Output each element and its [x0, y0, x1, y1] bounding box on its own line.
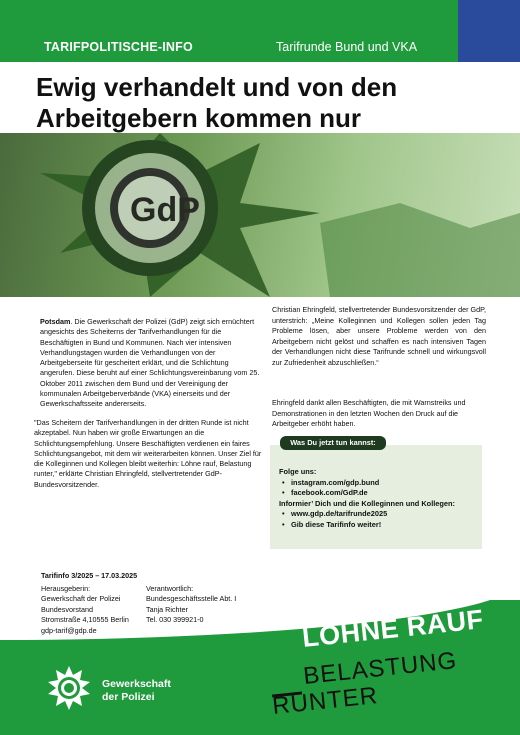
headline-line-1: Ewig verhandelt und von den — [36, 72, 398, 102]
follow-label: Folge uns: — [279, 467, 317, 476]
follow-list — [279, 478, 479, 499]
logo-text-line-1: Gewerkschaft — [102, 678, 171, 690]
inform-label: Informier’ Dich und die Kolleginnen und Kollegen: — [279, 498, 456, 508]
article-right-column-para1: Christian Ehringfeld, stellvertretender Bundesvorsitzender der GdP, unterstrich: „Meine Kolleginnen und Kollegen sollen jeden Tag Probleme lösen, aber unsere Probleme werden von den Arbeitgebern nicht gelöst und schaffen es nach intensiven Tagen der Verhandlungen nicht diese Tarifrunde schnell und wirkungsvoll zur Zufriedenheit abzuschließen.“ — [272, 305, 486, 367]
slogan-line-3: RUNTER — [271, 682, 380, 721]
responsible-phone: Tel. 030 399921-0 — [146, 615, 204, 625]
action-box-title: Was Du jetzt tun kannst: — [290, 438, 376, 447]
article-right-column-para2: Ehringfeld dankt allen Beschäftigten, die mit Warnstreiks und Demonstrationen in den letzten Wochen den Druck auf die Arbeitgeber erhöht haben. — [272, 398, 466, 428]
publisher-unit: Bundesvorstand — [41, 604, 93, 614]
responsible-block — [146, 584, 236, 626]
responsible-label: Verantwortlich: — [146, 584, 194, 593]
issue-info: Tarifinfo 3/2025 – 17.03.2025 — [41, 571, 138, 580]
quote-block: "Das Scheitern der Tarifverhandlungen in der dritten Runde ist nicht akzeptabel. Nun haben wir große Erwartungen an die Schlichtungsempfehlung. Unsere Beschäftigten verdienen ein faires Schlichtungsangebot, mit dem wir weiterarbeiten können. Unser Ziel für die Kolleginnen und Kollegen bleibt weiterhin: Löhne rauf, Belastung runter," erklärte Christian Ehringfeld, stellvertretender GdP-Bundesvorsitzender. — [34, 418, 262, 489]
social-link-facebook[interactable]: • facebook.com/GdP.de — [279, 488, 479, 499]
svg-text:GdP: GdP — [130, 191, 200, 229]
slogan-line-1: LÖHNE RAUF — [300, 604, 485, 654]
action-box-tab — [280, 436, 386, 450]
headline-line-2: Arbeitgebern kommen nur — [36, 103, 362, 133]
article-lead-text: . Die Gewerkschaft der Polizei (GdP) zeigt sich ernüchtert angesichts des Scheiterns der Tarifverhandlungen für die Beschäftigten in Bund und Kommunen. Nach vier intensiven Verhandlungstagen wurden die Verhandlungen von der Arbeitgeberseite für gescheitert erklärt, und die Schlichtung angerufen. Diese beruht auf einer Schlichtungsvereinbarung vom 25. Oktober 2011 zwischen dem Bund und der Vereinigung der kommunalen Arbeitgeberverbände (VKA) einerseits und der Gewerkschaftsseite andererseits. — [40, 317, 260, 409]
header-right-label: Tarifrunde Bund und VKA — [276, 40, 418, 54]
logo-wordmark — [102, 678, 171, 704]
social-link-instagram[interactable]: • instagram.com/gdp.bund — [279, 478, 479, 489]
dateline: Potsdam — [40, 317, 71, 326]
action-box-content — [279, 467, 479, 531]
website-link[interactable]: • www.gdp.de/tarifrunde2025 — [279, 509, 479, 520]
article-left-column — [40, 317, 262, 410]
police-star-emblem-image — [0, 133, 520, 297]
publisher-name: Gewerkschaft der Polizei — [41, 594, 121, 604]
responsible-person: Tanja Richter — [146, 604, 188, 614]
publisher-label: Herausgeberin: — [41, 584, 91, 593]
header-blue-accent — [458, 0, 520, 62]
header-left-label: TARIFPOLITISCHE-INFO — [44, 40, 193, 54]
publisher-block — [41, 584, 129, 636]
share-hint: • Gib diese Tarifinfo weiter! — [279, 520, 479, 531]
publisher-email[interactable]: gdp-tarif@gdp.de — [41, 625, 97, 635]
gdp-star-logo-icon — [46, 665, 92, 711]
inform-list — [279, 509, 479, 530]
publisher-address: Stromstraße 4,10555 Berlin — [41, 615, 129, 625]
hero-image — [0, 133, 520, 297]
slogan-line-2: BELASTUNG — [302, 647, 459, 691]
logo-text-line-2: der Polizei — [102, 691, 155, 703]
responsible-department: Bundesgeschäftsstelle Abt. I — [146, 594, 237, 604]
